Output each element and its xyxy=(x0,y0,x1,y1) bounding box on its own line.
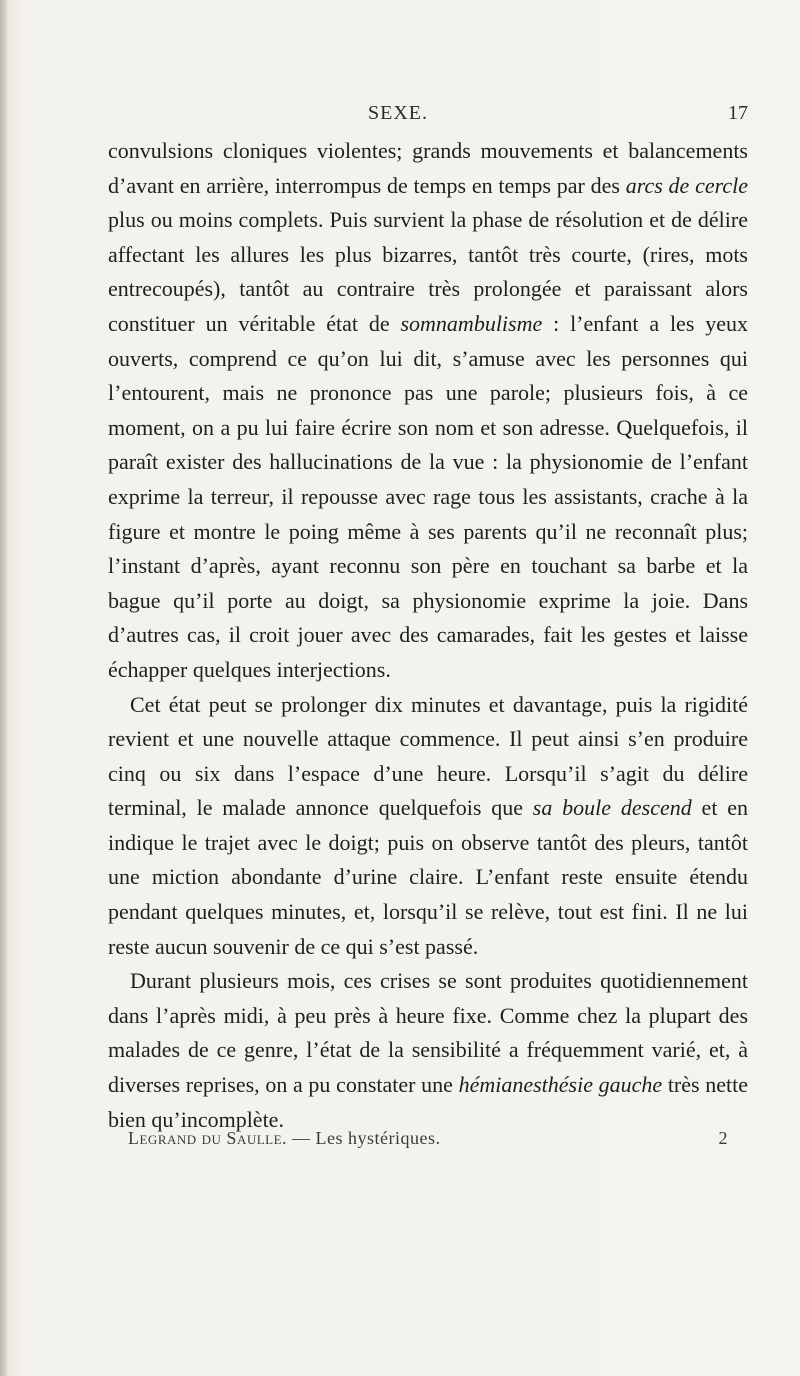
text-segment: : l’enfant a les yeux ouverts, comprend ce qu’on lui dit, s’amuse avec les personnes qui l’entourent, mais ne prononce pas une parole; plusieurs fois, à ce moment, on a pu lui faire écrire son nom et son adresse. Quelquefois, il paraît exister des hallucinations de la vue : la physionomie de l’enfant exprime la terreur, il repousse avec rage tous les assistants, crache à la figure et montre le poing même à ses parents qu’il ne reconnaît plus; l’instant d’après, ayant reconnu son père en touchant sa barbe et la bague qu’il porte au doigt, sa physionomie exprime la joie. Dans d’autres cas, il croit jouer avec des camarades, fait les gestes et laisse échapper quelques interjections. xyxy=(108,310,748,682)
italic-term-arcs-de-cercle: arcs de cercle xyxy=(625,172,748,198)
spine-shadow xyxy=(0,0,8,1376)
text-segment: Cet état peut se prolonger dix minutes et davantage, puis la rigidité revient et une nouvelle attaque commence. Il peut ainsi s’en produire cinq ou six dans l’espace d’une heure. Lorsqu’il s’agit du délire terminal, le malade annonce quelquefois que xyxy=(108,691,748,821)
italic-term-sa-boule-descend: sa boule descend xyxy=(532,795,692,821)
italic-term-somnambulisme: somnambulisme xyxy=(400,310,543,336)
italic-term-hemianesthesie-gauche: hémianesthésie gauche xyxy=(458,1072,663,1098)
signature-author: Legrand du Saulle. xyxy=(128,1128,288,1148)
page-header xyxy=(108,102,748,138)
signature-number: 2 xyxy=(718,1128,728,1148)
paragraph-1 xyxy=(108,134,748,688)
text-segment: Durant plusieurs mois, ces crises se sont produites quotidiennement dans l’après midi, à peu près à heure fixe. Comme chez la plupart des malades de ce genre, l’état de la sensibilité a fréquemment varié, et, à diverses reprises, on a pu constater une xyxy=(108,968,748,1098)
paragraph-2 xyxy=(108,688,748,965)
signature-title: — Les hystériques. xyxy=(292,1128,441,1148)
text-segment: convulsions cloniques violentes; grands mouvements et balancements d’avant en arrière, interrompus de temps en temps par des xyxy=(108,138,748,198)
text-segment: plus ou moins complets. Puis survient la phase de résolution et de délire affectant les allures les plus bizarres, tantôt très courte, (rires, mots entrecoupés), tantôt au contraire très prolongée et paraissant alors constituer un véritable état de xyxy=(108,207,748,336)
page-number: 17 xyxy=(728,102,748,124)
running-head: SEXE. xyxy=(368,102,428,124)
text-segment: et en indique le trajet avec le doigt; puis on observe tantôt des pleurs, tantôt une miction abondante d’urine claire. L’enfant reste ensuite étendu pendant quelques minutes, et, lorsqu’il se relève, tout est fini. Il ne lui reste aucun souvenir de ce qui s’est passé. xyxy=(108,795,749,959)
paragraph-3 xyxy=(108,964,748,1137)
text-segment: très nette bien qu’incomplète. xyxy=(108,1072,748,1132)
body-text xyxy=(108,134,748,1137)
printer-signature xyxy=(128,1128,728,1149)
